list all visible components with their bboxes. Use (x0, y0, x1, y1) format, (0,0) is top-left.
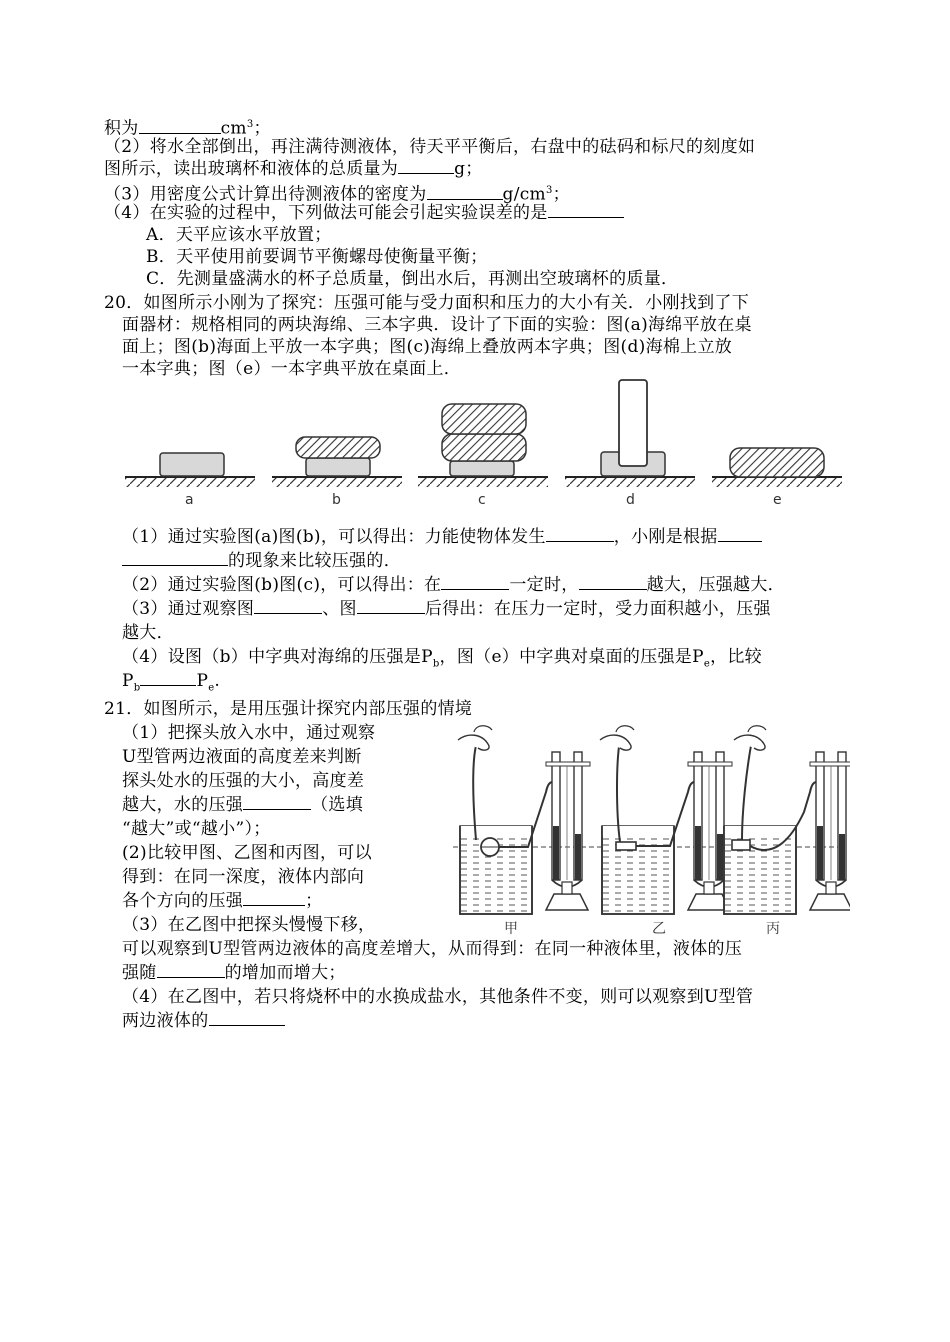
q19-step2-line2: 图所示，读出玻璃杯和液体的总质量为 g； (104, 159, 483, 179)
q19-option-b: B．天平使用前要调节平衡螺母使衡量平衡； (146, 247, 488, 267)
answer-blank[interactable] (140, 670, 196, 686)
q21-p5: “越大”或“越小”）； (122, 819, 271, 839)
q20-sub4-line2: $P_b$ $P_e$. (122, 671, 221, 694)
q21-p6: (2)比较甲图、乙图和丙图，可以 (122, 843, 372, 863)
answer-blank[interactable] (548, 202, 624, 218)
answer-blank[interactable] (122, 550, 228, 566)
figure-label-c: c (478, 492, 486, 508)
q20-stem-line2: 面器材：规格相同的两块海绵、三本字典．设计了下面的实验：图(a)海绵平放在桌 (122, 315, 752, 335)
answer-blank[interactable] (441, 574, 509, 590)
setup-jia (458, 726, 590, 914)
q20-sub3-line2: 越大． (122, 623, 174, 643)
sponge-a (160, 453, 224, 476)
book-e (730, 448, 824, 477)
q19-option-c: C．先测量盛满水的杯子总质量，倒出水后，再测出空玻璃杯的质量． (146, 269, 679, 289)
book-d (619, 380, 647, 466)
answer-blank[interactable] (546, 526, 614, 542)
setup-yi (600, 726, 732, 914)
ground-segments (125, 477, 842, 487)
figure-label-yi: 乙 (652, 921, 666, 937)
answer-blank[interactable] (243, 890, 305, 906)
sponge-c (450, 461, 514, 476)
figure-label-bing: 丙 (766, 921, 780, 937)
q20-sub1-line2: 的现象来比较压强的． (122, 550, 401, 572)
q21-stem: 21．如图所示，是用压强计探究内部压强的情境 (104, 699, 473, 719)
q20-stem-line3: 面上；图(b)海面上平放一本字典；图(c)海绵上叠放两本字典；图(d)海棉上立放 (122, 337, 733, 357)
q20-sub1-line1: （1）通过实验图(a)图(b)，可以得出：力能使物体发生 ，小刚是根据 (122, 526, 762, 548)
answer-blank[interactable] (718, 526, 762, 542)
answer-blank[interactable] (357, 598, 425, 614)
figure-label-b: b (332, 492, 341, 508)
manometer-figure (448, 722, 850, 920)
figure-label-jia: 甲 (504, 921, 518, 937)
figure-label-d: d (626, 492, 635, 508)
book-c-lower (442, 434, 526, 461)
answer-blank[interactable] (398, 158, 454, 174)
q20-sub3-line1: （3）通过观察图 、图 后得出：在压力一定时，受力面积越小，压强 (122, 599, 771, 619)
sponge-b (306, 458, 370, 476)
q19-step2-line1: （2）将水全部倒出，再注满待测液体，待天平平衡后，右盘中的砝码和标尺的刻度如 (104, 137, 756, 157)
q21-p11: 强随 的增加而增大； (122, 963, 346, 983)
q21-p4: 越大，水的压强 （选填 (122, 795, 364, 815)
answer-blank[interactable] (139, 118, 221, 134)
q19-option-a: A．天平应该水平放置； (146, 225, 332, 245)
q19-step3: （3）用密度公式计算出待测液体的密度为 $g/cm^3$； (104, 184, 570, 205)
q21-p13: 两边液体的 (122, 1010, 285, 1032)
q20-sub2: （2）通过实验图(b)图(c)，可以得出：在 一定时， 越大，压强越大． (122, 575, 785, 595)
answer-blank[interactable] (209, 1010, 285, 1026)
q21-p3: 探头处水的压强的大小，高度差 (122, 771, 365, 791)
figure-label-e: e (773, 492, 782, 508)
answer-blank[interactable] (254, 598, 322, 614)
q19-step4: （4）在实验的过程中，下列做法可能会引起实验误差的是 (104, 202, 624, 224)
figure-label-a: a (185, 492, 194, 508)
answer-blank[interactable] (243, 794, 311, 810)
q21-p7: 得到：在同一深度，液体内部向 (122, 867, 365, 887)
book-c-upper (442, 404, 526, 434)
q20-sub4-line1: （4）设图（b）中字典对海绵的压强是$P_b$，图（e）中字典对桌面的压强是$P_e$，比较 (122, 647, 762, 670)
q20-stem-line1: 20．如图所示小刚为了探究：压强可能与受力面积和压力的大小有关．小刚找到了下 (104, 293, 750, 313)
answer-blank[interactable] (157, 962, 225, 978)
answer-blank[interactable] (579, 574, 647, 590)
q19-line-volume: 积为 $cm^3$； (104, 118, 271, 139)
q21-p8: 各个方向的压强 ； (122, 891, 323, 911)
q20-stem-line4: 一本字典；图（e）一本字典平放在桌面上． (122, 359, 462, 379)
q21-p1: （1）把探头放入水中，通过观察 (122, 723, 376, 743)
q21-p12: （4）在乙图中，若只将烧杯中的水换成盐水，其他条件不变，则可以观察到U型管 (122, 987, 754, 1007)
setup-bing (724, 726, 850, 914)
q21-p10: 可以观察到U型管两边液体的高度差增大，从而得到：在同一种液体里，液体的压 (122, 939, 743, 959)
answer-blank[interactable] (427, 184, 503, 200)
book-b (296, 437, 380, 458)
q21-p2: U型管两边液面的高度差来判断 (122, 747, 362, 767)
q21-p9: （3）在乙图中把探头慢慢下移， (122, 915, 376, 935)
